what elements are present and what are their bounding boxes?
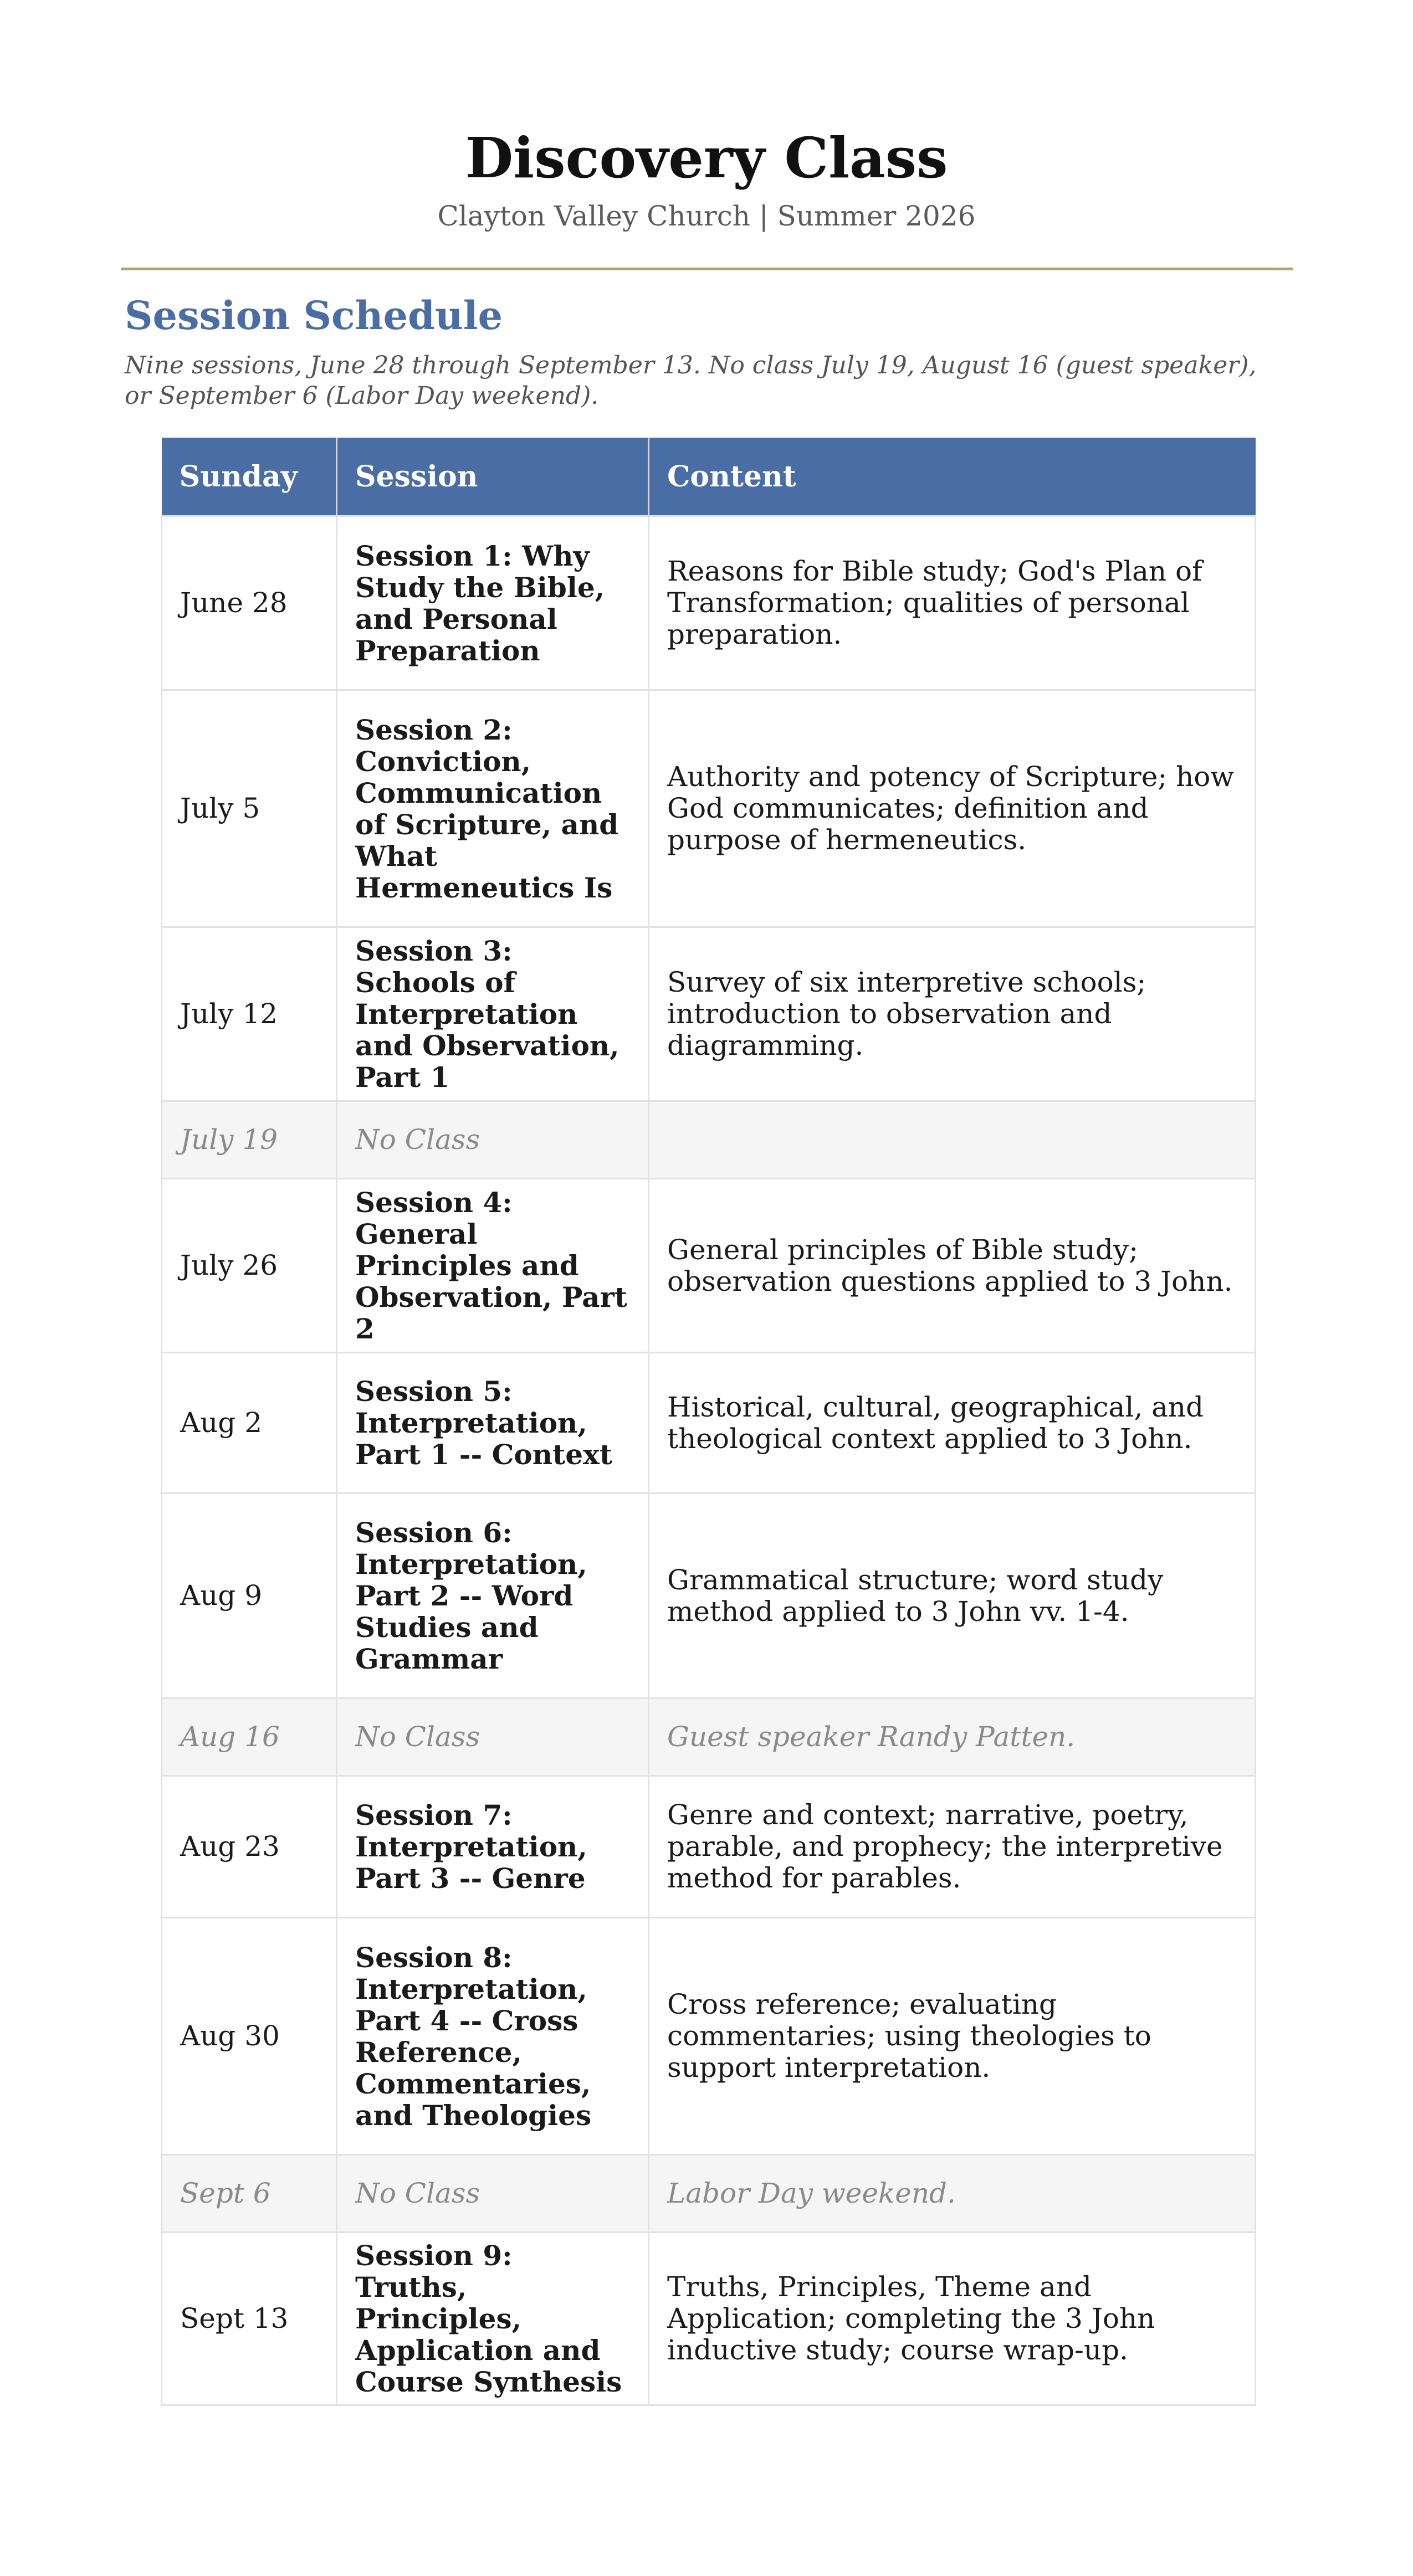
table-row	[162, 1179, 1256, 1353]
column-header-content: Content	[649, 438, 1256, 516]
table-row	[162, 1918, 1256, 2155]
schedule-table	[161, 438, 1256, 2406]
row-date: July 19	[162, 1101, 337, 1179]
row-session: Session 8: Interpretation, Part 4 -- Cross Reference, Commentaries, and Theologies	[337, 1918, 649, 2155]
row-session: Session 4: General Principles and Observation, Part 2	[337, 1179, 649, 1353]
page-title: Discovery Class	[465, 125, 948, 191]
section-heading: Session Schedule	[125, 293, 503, 338]
row-date: July 5	[162, 690, 337, 927]
row-content: Truths, Principles, Theme and Application; completing the 3 John inductive study; course wrap-up.	[649, 2233, 1256, 2405]
row-content: Historical, cultural, geographical, and theological context applied to 3 John.	[649, 1353, 1256, 1494]
table-row-no-class	[162, 2155, 1256, 2233]
row-content: Reasons for Bible study; God's Plan of Transformation; qualities of personal preparation.	[649, 516, 1256, 690]
row-session: Session 6: Interpretation, Part 2 -- Word Studies and Grammar	[337, 1494, 649, 1698]
row-content	[649, 1101, 1256, 1179]
table-row	[162, 927, 1256, 1101]
table-row-no-class	[162, 1698, 1256, 1776]
column-header-sunday: Sunday	[162, 438, 337, 516]
row-date: July 26	[162, 1179, 337, 1353]
row-date: Aug 30	[162, 1918, 337, 2155]
table-header-row	[162, 438, 1256, 516]
row-content: Cross reference; evaluating commentaries; using theologies to support interpretation.	[649, 1918, 1256, 2155]
row-session: Session 9: Truths, Principles, Application and Course Synthesis	[337, 2233, 649, 2405]
table-row	[162, 1353, 1256, 1494]
table-row	[162, 516, 1256, 690]
row-date: Aug 16	[162, 1698, 337, 1776]
row-content: Genre and context; narrative, poetry, parable, and prophecy; the interpretive method for parables.	[649, 1776, 1256, 1918]
row-session: No Class	[337, 1101, 649, 1179]
table-row	[162, 1494, 1256, 1698]
row-date: Sept 6	[162, 2155, 337, 2233]
row-content: Survey of six interpretive schools; introduction to observation and diagramming.	[649, 927, 1256, 1101]
page-subtitle: Clayton Valley Church | Summer 2026	[437, 200, 976, 232]
row-content: Grammatical structure; word study method applied to 3 John vv. 1-4.	[649, 1494, 1256, 1698]
row-session: Session 3: Schools of Interpretation and Observation, Part 1	[337, 927, 649, 1101]
table-row-no-class	[162, 1101, 1256, 1179]
row-date: Aug 23	[162, 1776, 337, 1918]
row-content: Guest speaker Randy Patten.	[649, 1698, 1256, 1776]
row-date: June 28	[162, 516, 337, 690]
row-content: General principles of Bible study; observation questions applied to 3 John.	[649, 1179, 1256, 1353]
row-date: July 12	[162, 927, 337, 1101]
row-date: Aug 2	[162, 1353, 337, 1494]
row-content: Authority and potency of Scripture; how God communicates; definition and purpose of hermeneutics.	[649, 690, 1256, 927]
row-content: Labor Day weekend.	[649, 2155, 1256, 2233]
row-session: Session 1: Why Study the Bible, and Personal Preparation	[337, 516, 649, 690]
row-session: Session 2: Conviction, Communication of Scripture, and What Hermeneutics Is	[337, 690, 649, 927]
table-row	[162, 690, 1256, 927]
table-row	[162, 1776, 1256, 1918]
row-session: Session 7: Interpretation, Part 3 -- Genre	[337, 1776, 649, 1918]
row-date: Aug 9	[162, 1494, 337, 1698]
table-row	[162, 2233, 1256, 2405]
row-session: No Class	[337, 2155, 649, 2233]
row-date: Sept 13	[162, 2233, 337, 2405]
section-note: Nine sessions, June 28 through September 13. No class July 19, August 16 (guest speaker), or September 6 (Labor Day weekend).	[125, 351, 1257, 410]
column-header-session: Session	[337, 438, 649, 516]
header-divider	[121, 268, 1293, 270]
row-session: Session 5: Interpretation, Part 1 -- Context	[337, 1353, 649, 1494]
row-session: No Class	[337, 1698, 649, 1776]
